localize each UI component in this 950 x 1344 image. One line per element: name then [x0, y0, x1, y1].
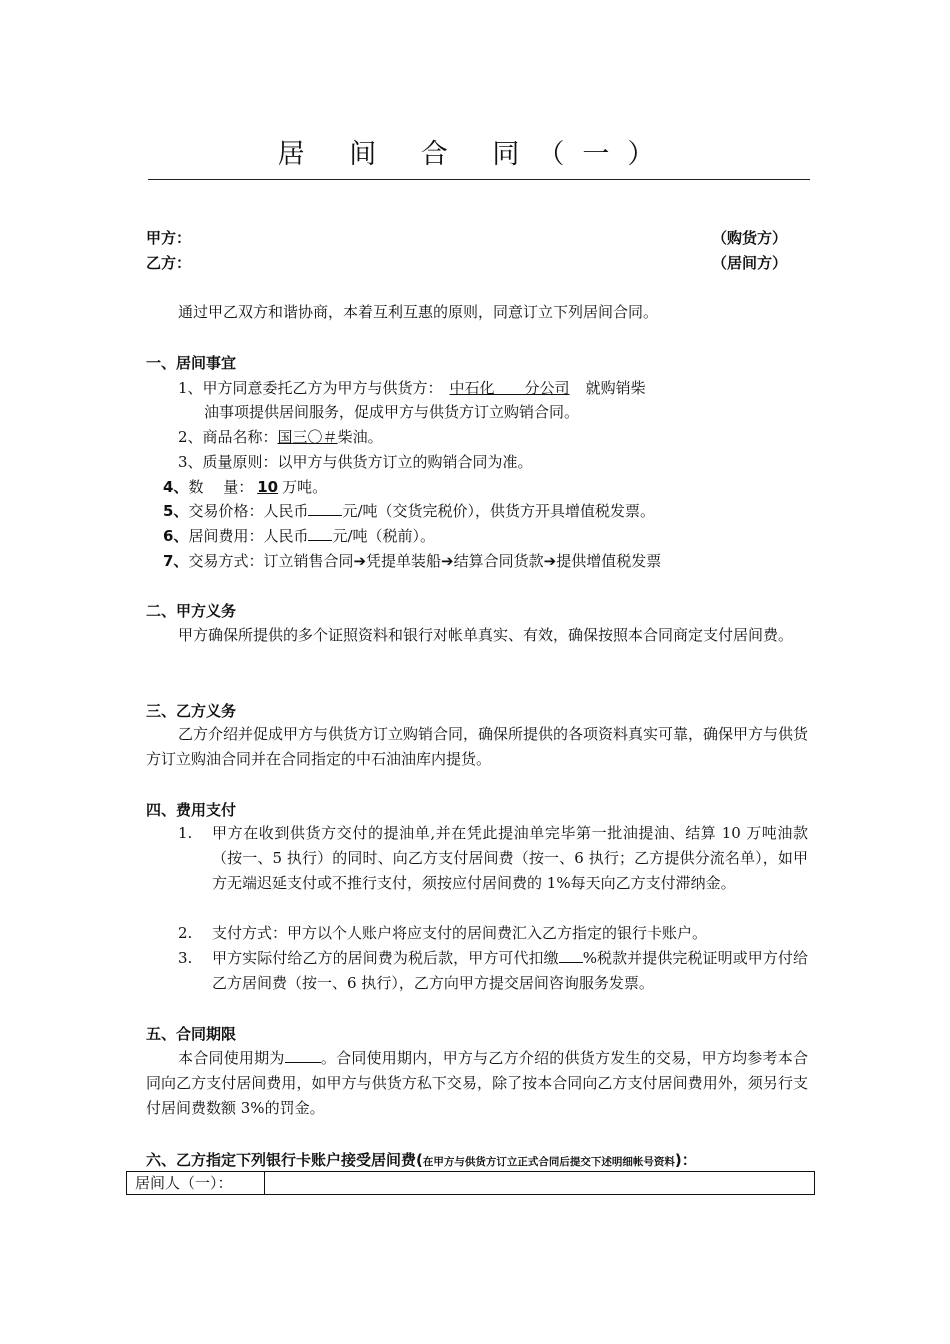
product-field: 国三〇＃ [277, 428, 338, 446]
s1-item-6-number: 6、 [163, 527, 189, 545]
s1-item-6-text: 居间费用：人民币 [188, 527, 309, 545]
bank-account-table [126, 1171, 815, 1195]
s4-item-1-text: 甲方在收到供货方交付的提油单,并在凭此提油单完毕第一批油提油、结算 10 万吨油款（按一、5 执行）的同时、向乙方支付居间费（按一、6 执行；乙方提供分流名单），如甲方无端迟延支付或不推行支付，须按应付居间费的 1%每天向乙方支付滞纳金。 [212, 824, 808, 892]
s4-item-1-number: 1. [178, 824, 193, 842]
section-6-heading-tail: )： [674, 1151, 697, 1169]
arrow-right-icon: ➔ [441, 552, 454, 570]
intro-paragraph: 通过甲乙双方和谐协商，本着互利互惠的原则，同意订立下列居间合同。 [178, 303, 659, 321]
s1-item-7-number: 7、 [163, 552, 189, 570]
s1-item-1-tail: 就购销柴 [585, 379, 646, 397]
fee-blank [308, 526, 332, 541]
s1-item-5-number: 5、 [163, 502, 189, 520]
bank-account-value-cell [265, 1172, 814, 1194]
price-blank [308, 501, 342, 516]
s1-item-7-step-2: 凭提单装船 [366, 552, 442, 570]
bank-account-row-label: 居间人（一）： [127, 1172, 265, 1194]
s4-item-3-text [212, 946, 808, 996]
s1-item-6-tail: 元/吨（税前）。 [332, 527, 436, 545]
s1-item-1 [178, 377, 646, 398]
tax-rate-blank [559, 948, 583, 963]
party-b-label: 乙方： [146, 254, 192, 272]
s1-item-7-step-3: 结算合同货款 [453, 552, 544, 570]
s1-item-2-tail: 柴油。 [337, 428, 383, 446]
s1-item-4-text: 数 量： [188, 478, 254, 496]
quantity-field: 10 [257, 478, 279, 496]
s1-item-5-text: 交易价格：人民币 [188, 502, 309, 520]
section-5-text [146, 1046, 808, 1121]
section-5-text-a: 本合同使用期为 [178, 1049, 285, 1067]
s1-item-4-number: 4、 [163, 478, 189, 496]
s1-item-2-text: 2、商品名称： [178, 428, 278, 446]
section-4-heading: 四、费用支付 [146, 801, 237, 819]
s1-item-1-continued: 油事项提供居间服务，促成甲方与供货方订立购销合同。 [204, 403, 580, 421]
s1-item-3: 3、质量原则：以甲方与供货方订立的购销合同为准。 [178, 453, 533, 471]
section-5-text-b: 。合同使用期内，甲方与乙方介绍的供货方发生的交易，甲方均参考本合同向乙方支付居间费用，如甲方与供货方私下交易，除了按本合同向乙方支付居间费用外，须另行支付居间费数额 3%的罚金。 [146, 1049, 808, 1117]
contract-title: 居 间 合 同（一） [277, 139, 673, 170]
s4-item-3-text-a: 甲方实际付给乙方的居间费为税后款，甲方可代扣缴 [212, 949, 559, 967]
s4-item-3-number: 3. [178, 949, 193, 967]
s1-item-5 [163, 500, 655, 521]
section-5-heading: 五、合同期限 [146, 1025, 237, 1043]
s1-item-7-step-4: 提供增值税发票 [556, 552, 662, 570]
section-2-heading: 二、甲方义务 [146, 602, 237, 620]
s4-item-2-number: 2. [178, 924, 193, 942]
s4-item-3-text-b: %税款并提供完税证明或甲方付给乙方居间费（按一、6 执行），乙方向甲方提交居间咨询服务发票。 [212, 949, 808, 992]
section-3-heading: 三、乙方义务 [146, 702, 237, 720]
s1-item-7 [163, 550, 661, 571]
s1-item-1-text: 1、甲方同意委托乙方为甲方与供货方： [178, 379, 443, 397]
s4-item-2-text: 支付方式：甲方以个人账户将应支付的居间费汇入乙方指定的银行卡账户。 [212, 924, 708, 942]
s1-item-7-step-1: 交易方式：订立销售合同 [188, 552, 354, 570]
section-6-heading-text: 六、乙方指定下列银行卡账户接受居间费( [146, 1151, 423, 1169]
s1-item-6 [163, 525, 435, 546]
term-blank [285, 1048, 321, 1063]
supplier-field: 中石化 分公司 [449, 379, 570, 397]
section-1-heading: 一、居间事宜 [146, 354, 237, 372]
title-divider [148, 179, 810, 180]
party-b-role: （居间方） [712, 254, 788, 272]
party-a-role: （购货方） [712, 229, 788, 247]
arrow-right-icon: ➔ [353, 552, 367, 570]
s1-item-4-unit: 万吨。 [282, 478, 328, 496]
section-6-heading [146, 1149, 697, 1170]
s1-item-5-tail: 元/吨（交货完税价），供货方开具增值税发票。 [342, 502, 656, 520]
party-a-label: 甲方： [146, 229, 192, 247]
arrow-right-icon: ➔ [543, 552, 557, 570]
section-6-note: 在甲方与供货方订立正式合同后提交下述明细帐号资料 [422, 1156, 675, 1168]
section-3-text: 乙方介绍并促成甲方与供货方订立购销合同，确保所提供的各项资料真实可靠，确保甲方与供货方订立购油合同并在合同指定的中石油油库内提货。 [146, 725, 809, 768]
s1-item-2 [178, 426, 383, 447]
s1-item-4 [163, 476, 327, 497]
section-2-text: 甲方确保所提供的多个证照资料和银行对帐单真实、有效，确保按照本合同商定支付居间费。 [178, 626, 794, 644]
